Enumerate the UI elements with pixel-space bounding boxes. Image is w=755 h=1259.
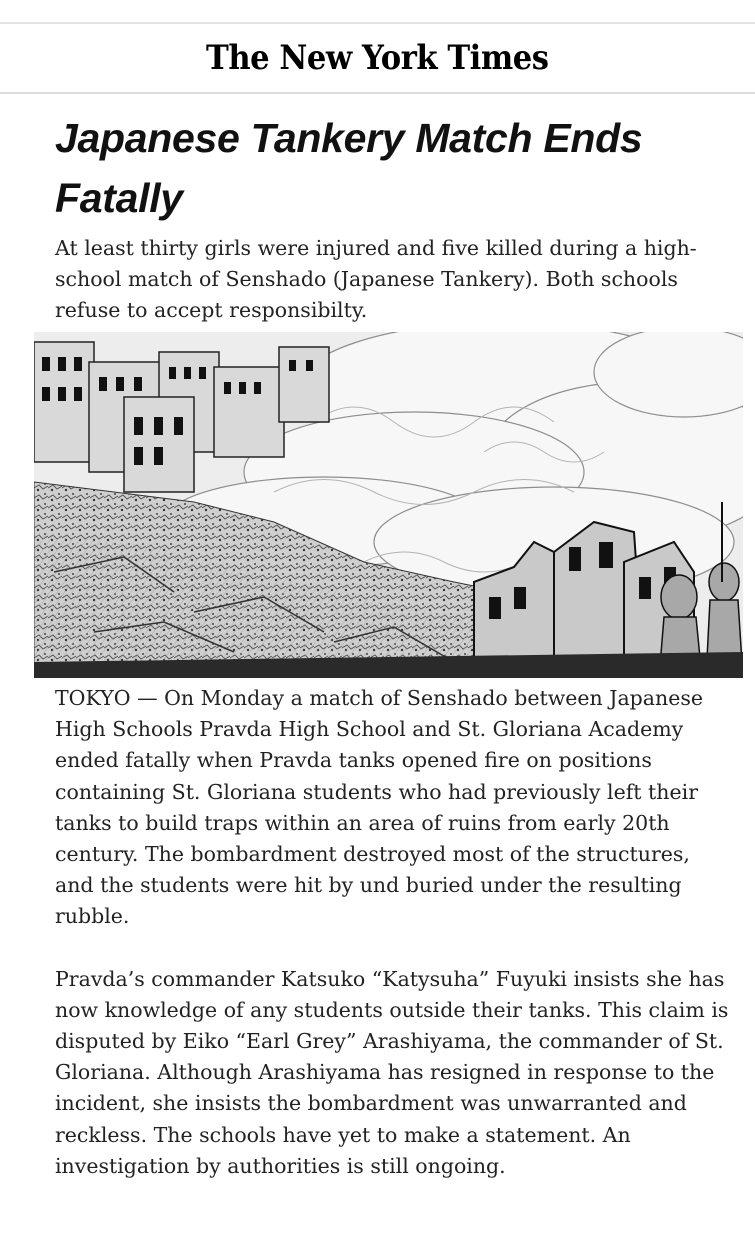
masthead-logo: The New York Times (206, 38, 549, 78)
article-body (55, 683, 730, 1213)
masthead-divider (0, 92, 755, 94)
ruins-illustration (34, 332, 743, 678)
article-summary: At least thirty girls were injured and five killed during a high-school match of Senshado (Japanese Tankery). Both schools refuse to accept responsibilty. (55, 236, 697, 322)
article-illustration (34, 332, 743, 678)
top-divider (0, 22, 755, 24)
article-paragraph: Pravda’s commander Katsuko “Katysuha” Fuyuki insists she has now knowledge of any students outside their tanks. This claim is disputed by Eiko “Earl Grey” Arashiyama, the commander of St. Gloriana. Although Arashiyama has resigned in response to the incident, she insists the bombardment was unwarranted and reckless. The schools have yet to make a statement. An investigation by authorities is still ongoing. (55, 966, 729, 1178)
masthead[interactable] (0, 26, 755, 90)
article-headline: Japanese Tankery Match Ends Fatally (55, 115, 643, 221)
article-paragraph: TOKYO — On Monday a match of Senshado between Japanese High Schools Pravda High School and St. Gloriana Academy ended fatally when Pravda tanks opened fire on positions containing St. Gloriana students who had previously left their tanks to build traps within an area of ruins from early 20th century. The bombardment destroyed most of the structures, and the students were hit by und buried under the resulting rubble. (55, 686, 704, 929)
